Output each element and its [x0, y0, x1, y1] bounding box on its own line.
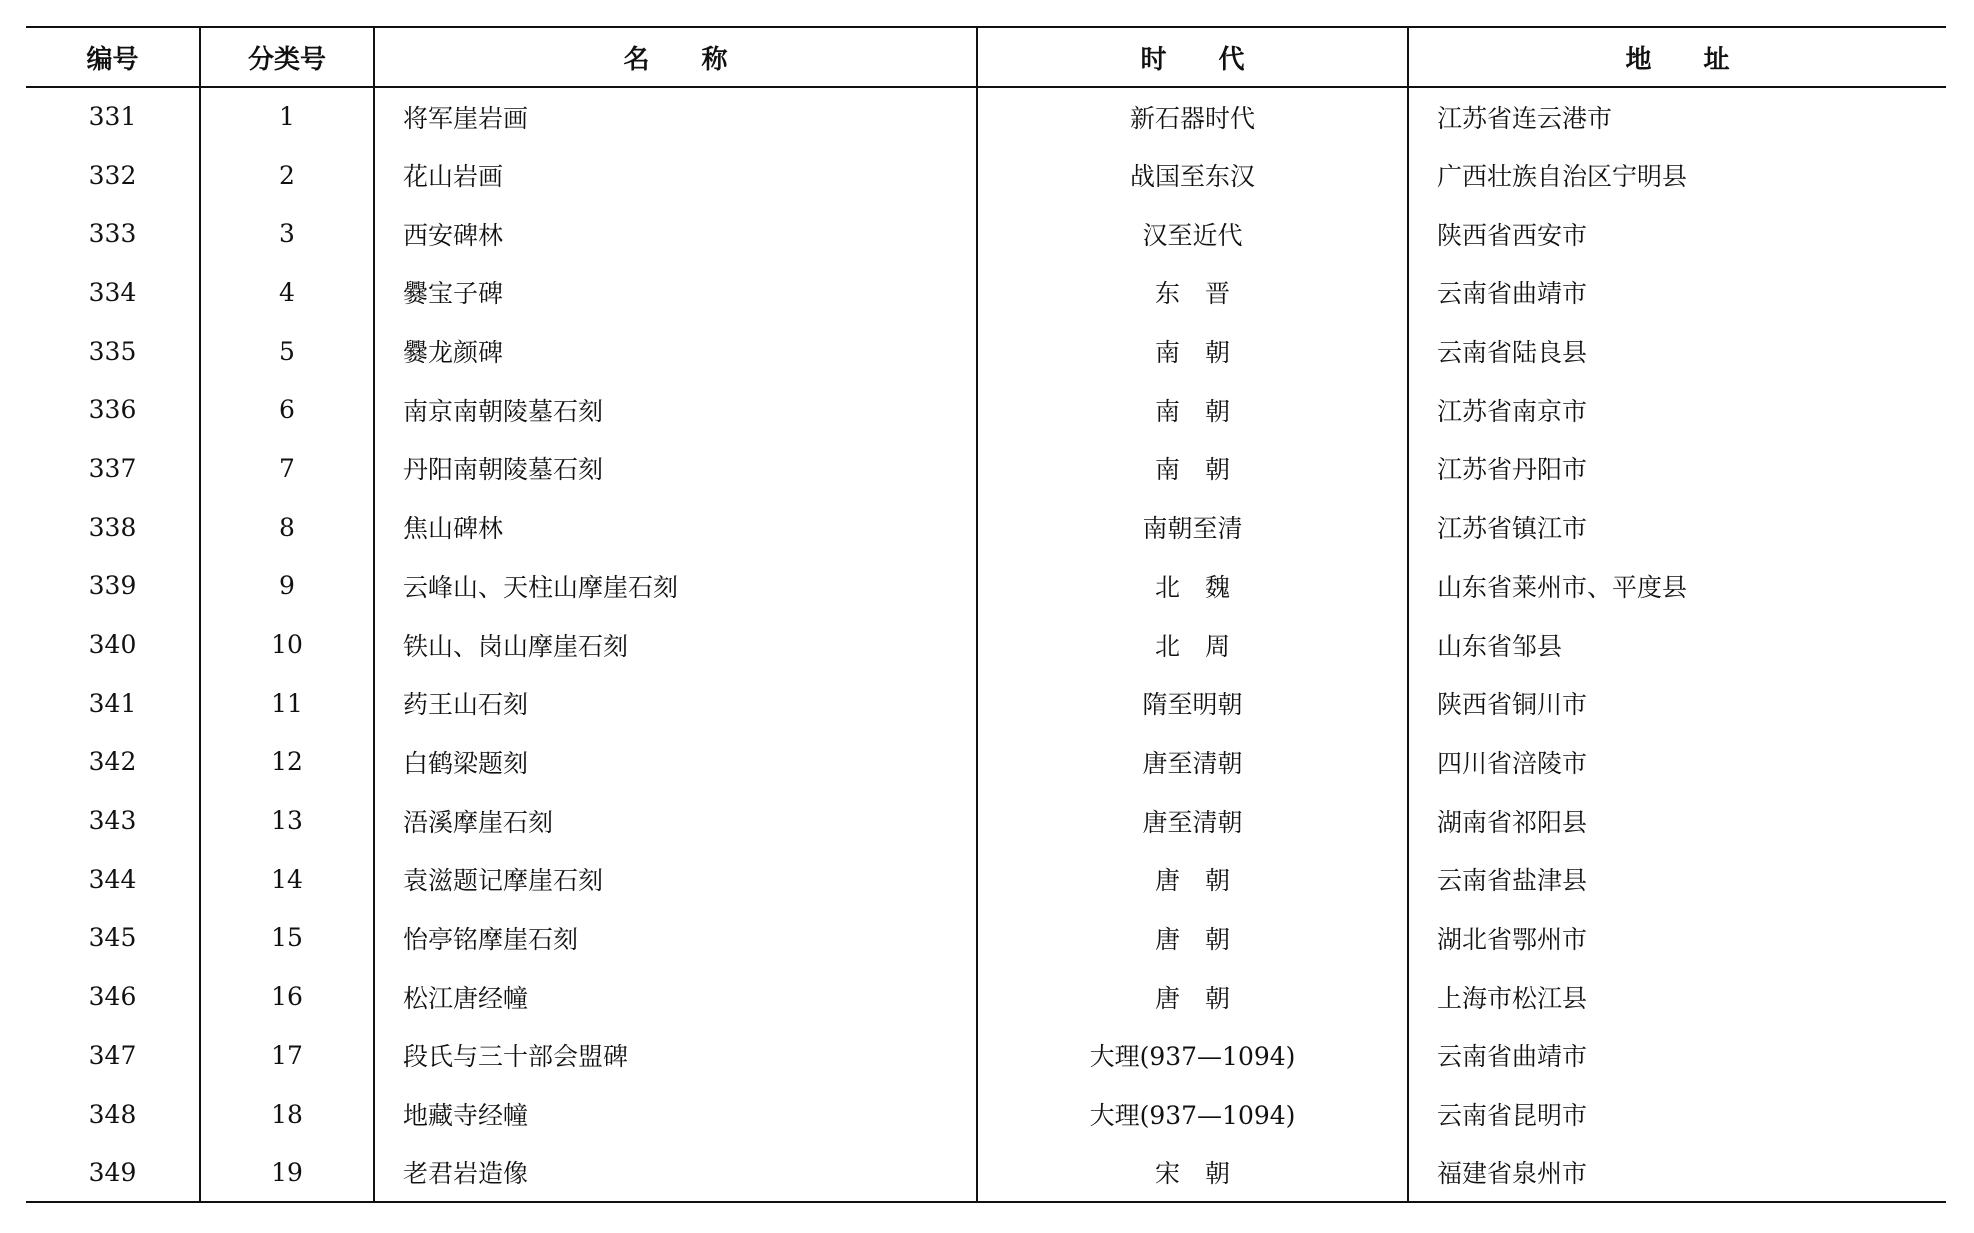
cell-name: 松江唐经幢	[374, 967, 977, 1026]
cell-era: 大理(937—1094)	[977, 1026, 1408, 1085]
cell-number: 348	[88, 1099, 137, 1129]
cell-name: 段氏与三十部会盟碑	[374, 1026, 977, 1085]
cell-name: 将军崖岩画	[374, 87, 977, 146]
cell-number: 332	[88, 160, 137, 190]
cell-address: 江苏省丹阳市	[1408, 439, 1946, 498]
cell-name: 丹阳南朝陵墓石刻	[374, 439, 977, 498]
cell-era: 南 朝	[977, 380, 1408, 439]
table-row	[26, 850, 1946, 909]
cell-name: 地藏寺经幢	[374, 1085, 977, 1144]
table-row	[26, 557, 1946, 616]
cell-era: 唐至清朝	[977, 733, 1408, 792]
cell-name: 药王山石刻	[374, 674, 977, 733]
header-category-number: 分类号	[200, 27, 374, 87]
header-era: 时 代	[977, 27, 1408, 87]
cell-number: 345	[88, 923, 137, 953]
cell-era: 唐至清朝	[977, 791, 1408, 850]
cell-name: 南京南朝陵墓石刻	[374, 380, 977, 439]
cell-category-number: 1	[200, 87, 374, 146]
cell-address: 江苏省连云港市	[1408, 87, 1946, 146]
table-row	[26, 263, 1946, 322]
cell-era: 唐 朝	[977, 850, 1408, 909]
cell-category-number: 12	[200, 733, 374, 792]
cell-address: 江苏省南京市	[1408, 380, 1946, 439]
cell-number: 340	[88, 630, 137, 660]
cell-category-number: 5	[200, 322, 374, 381]
cell-number: 336	[88, 395, 137, 425]
cell-category-number: 18	[200, 1085, 374, 1144]
cell-number: 334	[88, 277, 137, 307]
cell-number: 333	[88, 219, 137, 249]
table-row	[26, 204, 1946, 263]
cell-address: 云南省盐津县	[1408, 850, 1946, 909]
cell-address: 云南省昆明市	[1408, 1085, 1946, 1144]
cell-number: 339	[88, 571, 137, 601]
cell-name: 云峰山、天柱山摩崖石刻	[374, 557, 977, 616]
cell-address: 湖南省祁阳县	[1408, 791, 1946, 850]
cell-era: 唐 朝	[977, 967, 1408, 1026]
table-row	[26, 380, 1946, 439]
cell-number: 343	[88, 806, 137, 836]
cell-number: 338	[88, 512, 137, 542]
cell-category-number: 11	[200, 674, 374, 733]
table-row	[26, 322, 1946, 381]
cell-name: 花山岩画	[374, 146, 977, 205]
cell-number: 347	[88, 1040, 137, 1070]
cell-category-number: 19	[200, 1143, 374, 1202]
cell-name: 爨龙颜碑	[374, 322, 977, 381]
cell-address: 江苏省镇江市	[1408, 498, 1946, 557]
cell-name: 白鹤梁题刻	[374, 733, 977, 792]
cell-address: 陕西省西安市	[1408, 204, 1946, 263]
cell-era: 南 朝	[977, 439, 1408, 498]
header-address: 地 址	[1408, 27, 1946, 87]
table-row	[26, 87, 1946, 146]
cell-name: 老君岩造像	[374, 1143, 977, 1202]
table-body	[26, 87, 1946, 1202]
cell-number: 346	[88, 982, 137, 1012]
cell-address: 云南省曲靖市	[1408, 1026, 1946, 1085]
cell-era: 隋至明朝	[977, 674, 1408, 733]
header-name: 名 称	[374, 27, 977, 87]
cell-address: 广西壮族自治区宁明县	[1408, 146, 1946, 205]
table-row	[26, 791, 1946, 850]
cell-number: 337	[88, 453, 137, 483]
cell-category-number: 10	[200, 615, 374, 674]
cell-address: 山东省莱州市、平度县	[1408, 557, 1946, 616]
cell-number: 342	[88, 747, 137, 777]
cell-address: 云南省曲靖市	[1408, 263, 1946, 322]
cell-era: 新石器时代	[977, 87, 1408, 146]
table-row	[26, 1085, 1946, 1144]
cell-category-number: 16	[200, 967, 374, 1026]
cell-name: 焦山碑林	[374, 498, 977, 557]
heritage-sites-table	[26, 26, 1946, 1203]
table-row	[26, 498, 1946, 557]
cell-era: 北 周	[977, 615, 1408, 674]
table-row	[26, 967, 1946, 1026]
cell-era: 宋 朝	[977, 1143, 1408, 1202]
table-row	[26, 615, 1946, 674]
cell-number: 349	[26, 1143, 200, 1202]
cell-number: 344	[88, 864, 137, 894]
cell-address: 上海市松江县	[1408, 967, 1946, 1026]
table-row	[26, 1143, 1946, 1202]
table-header-row	[26, 27, 1946, 87]
table-row	[26, 733, 1946, 792]
heritage-table-page	[26, 26, 1946, 1203]
cell-address: 湖北省鄂州市	[1408, 909, 1946, 968]
cell-category-number: 4	[200, 263, 374, 322]
table-row	[26, 439, 1946, 498]
cell-category-number: 15	[200, 909, 374, 968]
table-row	[26, 674, 1946, 733]
cell-category-number: 17	[200, 1026, 374, 1085]
cell-number: 331	[88, 102, 137, 132]
cell-address: 陕西省铜川市	[1408, 674, 1946, 733]
cell-category-number: 2	[200, 146, 374, 205]
cell-name: 爨宝子碑	[374, 263, 977, 322]
table-row	[26, 1026, 1946, 1085]
cell-name: 铁山、岗山摩崖石刻	[374, 615, 977, 674]
cell-era: 汉至近代	[977, 204, 1408, 263]
table-row	[26, 146, 1946, 205]
cell-address: 四川省涪陵市	[1408, 733, 1946, 792]
cell-name: 袁滋题记摩崖石刻	[374, 850, 977, 909]
cell-era: 大理(937—1094)	[977, 1085, 1408, 1144]
cell-category-number: 3	[200, 204, 374, 263]
cell-name: 西安碑林	[374, 204, 977, 263]
cell-name: 浯溪摩崖石刻	[374, 791, 977, 850]
cell-name: 怡亭铭摩崖石刻	[374, 909, 977, 968]
cell-number: 335	[88, 336, 137, 366]
header-number: 编号	[26, 27, 200, 87]
cell-era: 东 晋	[977, 263, 1408, 322]
cell-address: 山东省邹县	[1408, 615, 1946, 674]
cell-era: 唐 朝	[977, 909, 1408, 968]
cell-category-number: 7	[200, 439, 374, 498]
cell-number: 341	[88, 688, 137, 718]
cell-era: 南朝至清	[977, 498, 1408, 557]
cell-era: 南 朝	[977, 322, 1408, 381]
cell-address: 福建省泉州市	[1408, 1143, 1946, 1202]
cell-category-number: 13	[200, 791, 374, 850]
cell-era: 战国至东汉	[977, 146, 1408, 205]
cell-category-number: 9	[200, 557, 374, 616]
cell-address: 云南省陆良县	[1408, 322, 1946, 381]
cell-category-number: 14	[200, 850, 374, 909]
cell-category-number: 6	[200, 380, 374, 439]
cell-era: 北 魏	[977, 557, 1408, 616]
cell-category-number: 8	[200, 498, 374, 557]
table-row	[26, 909, 1946, 968]
